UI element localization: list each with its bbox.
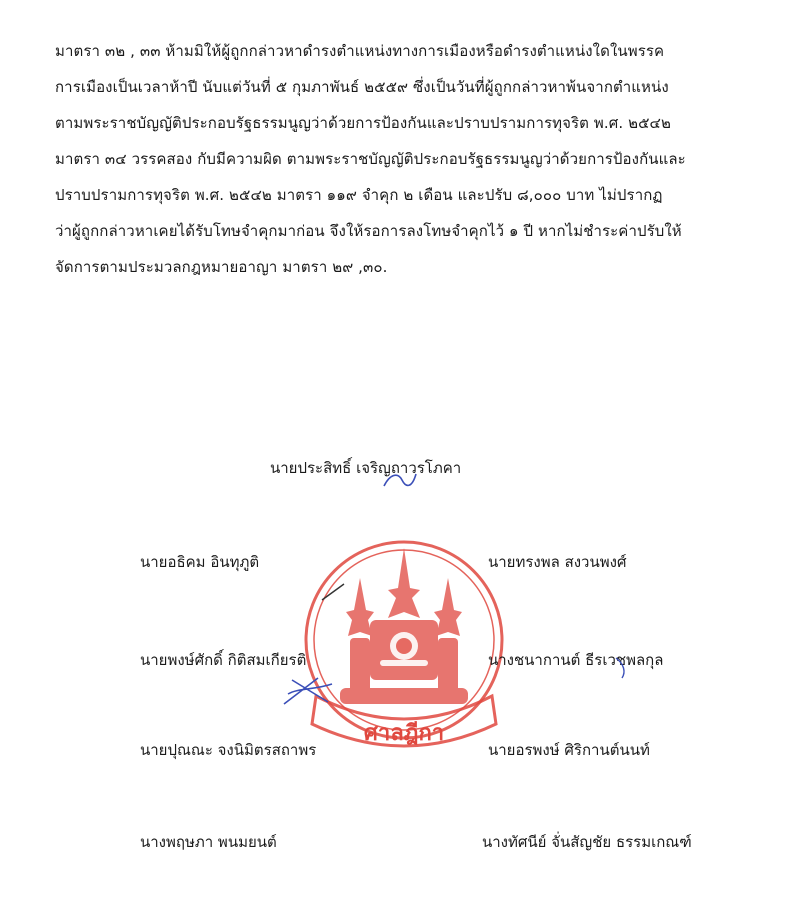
verdict-paragraph	[55, 33, 775, 285]
paragraph-line: ว่าผู้ถูกกล่าวหาเคยได้รับโทษจำคุกมาก่อน จึงให้รอการลงโทษจำคุกไว้ ๑ ปี หากไม่ชำระค่าปรับให้	[55, 222, 682, 240]
signature-right-3: นายอรพงษ์ ศิริกานต์นนท์	[488, 741, 650, 759]
seal-text: ศาลฎีกา	[363, 721, 445, 746]
court-seal	[300, 528, 508, 763]
signature-right-1: นายทรงพล สงวนพงศ์	[488, 553, 627, 571]
paragraph-line: มาตรา ๓๒ , ๓๓ ห้ามมิให้ผู้ถูกกล่าวหาดำรงตำแหน่งทางการเมืองหรือดำรงตำแหน่งใดในพรรค	[55, 42, 665, 60]
signature-left-1: นายอธิคม อินทุภูติ	[140, 553, 260, 571]
paragraph-line: มาตรา ๓๔ วรรคสอง กับมีความผิด ตามพระราชบัญญัติประกอบรัฐธรรมนูญว่าด้วยการป้องกันและ	[55, 150, 686, 168]
paragraph-line: จัดการตามประมวลกฎหมายอาญา มาตรา ๒๙ ,๓๐.	[55, 258, 388, 276]
signature-right-2: นางชนากานต์ ธีรเวชพลกุล	[488, 651, 664, 669]
signature-chief: นายประสิทธิ์ เจริญถาวรโภคา	[270, 459, 462, 477]
paragraph-line: การเมืองเป็นเวลาห้าปี นับแต่วันที่ ๕ กุมภาพันธ์ ๒๕๕๙ ซึ่งเป็นวันที่ผู้ถูกกล่าวหาพ้นจากตำแหน่ง	[55, 78, 669, 96]
paragraph-line: ปราบปรามการทุจริต พ.ศ. ๒๕๔๒ มาตรา ๑๑๙ จำคุก ๒ เดือน และปรับ ๘,๐๐๐ บาท ไม่ปรากฏ	[55, 186, 663, 204]
signature-left-2: นายพงษ์ศักดิ์ กิติสมเกียรติ	[140, 651, 307, 669]
signature-right-4: นางทัศนีย์ จั่นสัญชัย ธรรมเกณฑ์	[482, 833, 692, 851]
paragraph-line: ตามพระราชบัญญัติประกอบรัฐธรรมนูญว่าด้วยการป้องกันและปราบปรามการทุจริต พ.ศ. ๒๕๔๒	[55, 114, 671, 132]
signature-left-3: นายปุณณะ จงนิมิตรสถาพร	[140, 741, 317, 759]
signature-left-4: นางพฤษภา พนมยนต์	[140, 833, 277, 851]
